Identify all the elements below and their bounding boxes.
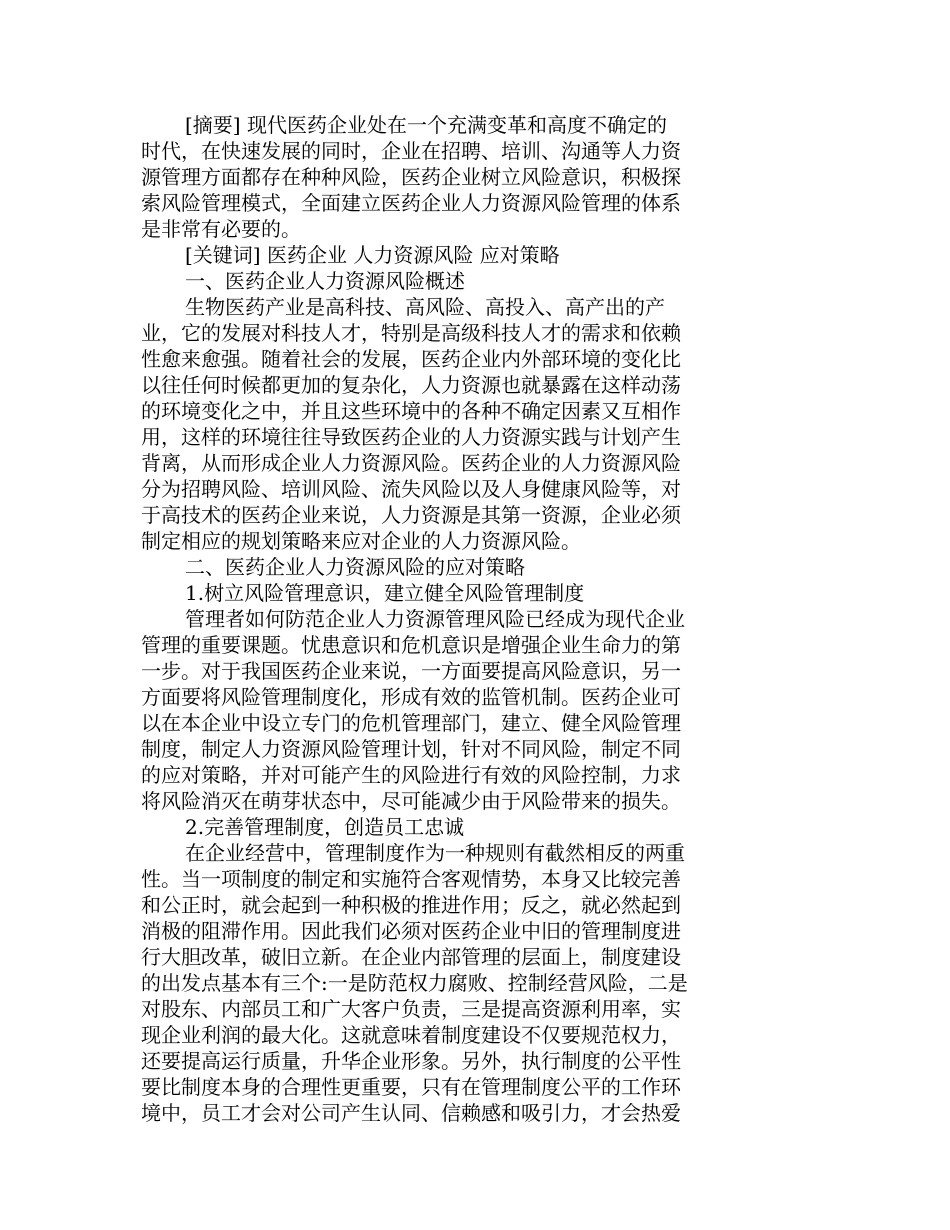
text-line: 源管理方面都存在种种风险，医药企业树立风险意识，积极探 [141,165,681,189]
text-line: 要比制度本身的合理性更重要，只有在管理制度公平的工作环 [141,1075,681,1099]
text-line: 时代，在快速发展的同时，企业在招聘、培训、沟通等人力资 [141,139,681,163]
text-line: 业，它的发展对科技人才，特别是高级科技人才的需求和依赖 [141,321,681,345]
text-line: 将风险消灭在萌芽状态中，尽可能减少由于风险带来的损失。 [141,789,681,813]
text-line: 分为招聘风险、培训风险、流失风险以及人身健康风险等，对 [141,477,681,501]
paragraph-keywords [141,242,741,268]
text-line: 的出发点基本有三个:一是防范权力腐败、控制经营风险，二是 [141,971,688,995]
text-line: 制定相应的规划策略来应对企业的人力资源风险。 [141,529,581,553]
paragraph-body-1 [141,294,741,554]
text-line: 以在本企业中设立专门的危机管理部门，建立、健全风险管理 [141,711,681,735]
text-line: 制度，制定人力资源风险管理计划，针对不同风险，制定不同 [141,737,681,761]
text-line: 二、医药企业人力资源风险的应对策略 [185,555,525,579]
text-line: 索风险管理模式，全面建立医药企业人力资源风险管理的体系 [141,191,681,215]
paragraph-heading-2 [141,554,741,580]
text-line: 的应对策略，并对可能产生的风险进行有效的风险控制，力求 [141,763,681,787]
text-line: 管理者如何防范企业人力资源管理风险已经成为现代企业 [185,607,685,631]
text-line: 在企业经营中，管理制度作为一种规则有截然相反的两重 [185,841,685,865]
text-line: 和公正时，就会起到一种积极的推进作用；反之，就必然起到 [141,893,681,917]
text-line: 还要提高运行质量，升华企业形象。另外，执行制度的公平性 [141,1049,681,1073]
paragraph-subheading-1 [141,580,741,606]
text-line: 性。当一项制度的制定和实施符合客观情势，本身又比较完善 [141,867,681,891]
text-line: 于高技术的医药企业来说，人力资源是其第一资源，企业必须 [141,503,681,527]
text-line: 消极的阻滞作用。因此我们必须对医药企业中旧的管理制度进 [141,919,681,943]
text-line: 现企业利润的最大化。这就意味着制度建设不仅要规范权力， [141,1023,681,1047]
text-line: 行大胆改革，破旧立新。在企业内部管理的层面上，制度建设 [141,945,681,969]
text-line: 是非常有必要的。 [141,217,301,241]
text-line: 管理的重要课题。忧患意识和危机意识是增强企业生命力的第 [141,633,681,657]
document-body [141,112,741,1126]
text-line: 一、医药企业人力资源风险概述 [185,269,465,293]
paragraph-heading-1 [141,268,741,294]
text-line: 背离，从而形成企业人力资源风险。医药企业的人力资源风险 [141,451,681,475]
paragraph-subheading-2 [141,814,741,840]
text-line: 以往任何时候都更加的复杂化，人力资源也就暴露在这样动荡 [141,373,681,397]
text-line: 对股东、内部员工和广大客户负责，三是提高资源利用率，实 [141,997,681,1021]
text-line: 2.完善管理制度，创造员工忠诚 [185,815,465,839]
text-line: 生物医药产业是高科技、高风险、高投入、高产出的产 [185,295,665,319]
document-page [141,112,741,1126]
paragraph-body-3 [141,840,741,1126]
text-line: 方面要将风险管理制度化，形成有效的监管机制。医药企业可 [141,685,681,709]
text-line: 性愈来愈强。随着社会的发展，医药企业内外部环境的变化比 [141,347,681,371]
text-line: 1.树立风险管理意识，建立健全风险管理制度 [185,581,585,605]
text-line: 的环境变化之中，并且这些环境中的各种不确定因素又互相作 [141,399,681,423]
text-line: 境中，员工才会对公司产生认同、信赖感和吸引力，才会热爱 [141,1101,681,1125]
paragraph-abstract [141,112,741,242]
paragraph-body-2 [141,606,741,814]
text-line: [关键词] 医药企业 人力资源风险 应对策略 [185,243,560,267]
text-line: 一步。对于我国医药企业来说，一方面要提高风险意识，另一 [141,659,681,683]
text-line: 用，这样的环境往往导致医药企业的人力资源实践与计划产生 [141,425,681,449]
text-line: [摘要] 现代医药企业处在一个充满变革和高度不确定的 [185,113,667,137]
